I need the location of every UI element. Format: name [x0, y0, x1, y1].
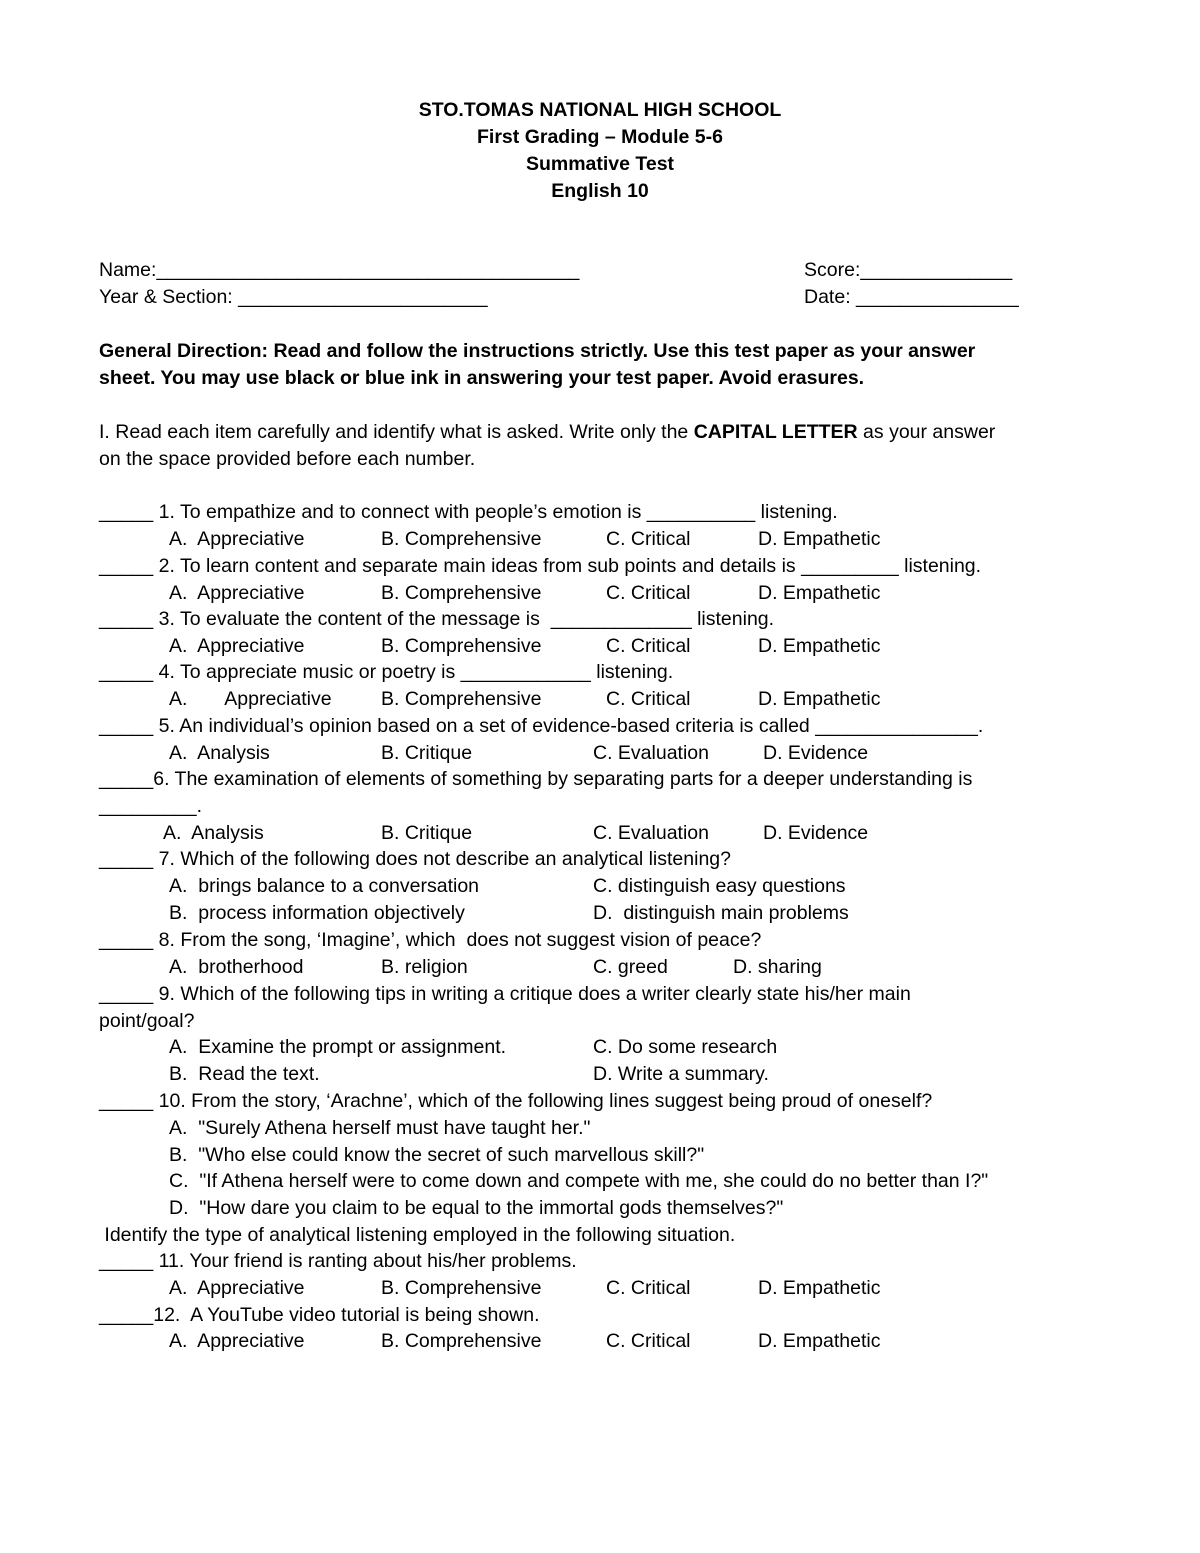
q2-choice-c: C. Critical [606, 582, 691, 604]
name-blank[interactable]: _______________________________________ [156, 259, 580, 281]
q11-choice-d: D. Empathetic [758, 1277, 881, 1299]
q3-choice-b: B. Comprehensive [381, 635, 542, 657]
question-7: _____ 7. Which of the following does not describe an analytical listening? [99, 848, 731, 870]
grading-period: First Grading – Module 5-6 [477, 126, 723, 148]
q3-choice-c: C. Critical [606, 635, 691, 657]
date-label: Date: [804, 286, 851, 308]
q5-choice-c: C. Evaluation [593, 742, 709, 764]
q11-choice-c: C. Critical [606, 1277, 691, 1299]
q3-choice-a: A. Appreciative [169, 635, 305, 657]
name-field[interactable] [99, 259, 579, 281]
capital-letter-emphasis: CAPITAL LETTER [693, 421, 858, 443]
q2-choice-b: B. Comprehensive [381, 582, 542, 604]
q6-choice-a: A. Analysis [163, 822, 264, 844]
date-field[interactable] [804, 286, 1019, 308]
q1-choice-d: D. Empathetic [758, 528, 881, 550]
question-2: _____ 2. To learn content and separate main ideas from sub points and details is _________ listening. [99, 555, 982, 577]
question-6-continued: _________. [99, 795, 203, 817]
question-1: _____ 1. To empathize and to connect with people’s emotion is __________ listening. [99, 501, 838, 523]
general-direction-line-1: General Direction: Read and follow the instructions strictly. Use this test paper as your answer [99, 340, 976, 362]
score-label: Score: [804, 259, 861, 281]
q3-choice-d: D. Empathetic [758, 635, 881, 657]
q4-choice-c: C. Critical [606, 688, 691, 710]
q6-choice-b: B. Critique [381, 822, 473, 844]
q12-choice-d: D. Empathetic [758, 1330, 881, 1352]
q10-choice-b: B. "Who else could know the secret of such marvellous skill?" [169, 1144, 705, 1166]
q8-choice-d: D. sharing [733, 956, 822, 978]
q8-choice-c: C. greed [593, 956, 668, 978]
section-label: Year & Section: [99, 286, 233, 308]
question-5: _____ 5. An individual’s opinion based on a set of evidence-based criteria is called _______________. [99, 715, 984, 737]
q5-choice-a: A. Analysis [169, 742, 270, 764]
identify-instruction: Identify the type of analytical listening employed in the following situation. [99, 1224, 736, 1246]
part1-instruction-text-end: as your answer [857, 421, 996, 443]
q7-choice-c: C. distinguish easy questions [593, 875, 846, 897]
q10-choice-d: D. "How dare you claim to be equal to the immortal gods themselves?" [169, 1197, 784, 1219]
q7-choice-b: B. process information objectively [169, 902, 465, 924]
q12-choice-b: B. Comprehensive [381, 1330, 542, 1352]
score-field[interactable] [804, 259, 1012, 281]
q10-choice-a: A. "Surely Athena herself must have taught her." [169, 1117, 591, 1139]
question-8: _____ 8. From the song, ‘Imagine’, which does not suggest vision of peace? [99, 929, 762, 951]
q4-choice-d: D. Empathetic [758, 688, 881, 710]
q4-choice-b: B. Comprehensive [381, 688, 542, 710]
q5-choice-d: D. Evidence [763, 742, 869, 764]
q9-choice-c: C. Do some research [593, 1036, 778, 1058]
q7-choice-a: A. brings balance to a conversation [169, 875, 480, 897]
question-3: _____ 3. To evaluate the content of the message is _____________ listening. [99, 608, 775, 630]
q8-choice-a: A. brotherhood [169, 956, 304, 978]
date-blank[interactable]: _______________ [856, 286, 1019, 308]
q11-choice-a: A. Appreciative [169, 1277, 305, 1299]
q8-choice-b: B. religion [381, 956, 468, 978]
part1-instruction-text: I. Read each item carefully and identify what is asked. Write only the [99, 421, 694, 443]
q2-choice-d: D. Empathetic [758, 582, 881, 604]
score-blank[interactable]: ______________ [860, 259, 1013, 281]
question-4: _____ 4. To appreciate music or poetry is ____________ listening. [99, 661, 674, 683]
question-10: _____ 10. From the story, ‘Arachne’, which of the following lines suggest being proud of oneself? [99, 1090, 933, 1112]
q6-choice-c: C. Evaluation [593, 822, 709, 844]
q7-choice-d: D. distinguish main problems [593, 902, 849, 924]
q9-choice-a: A. Examine the prompt or assignment. [169, 1036, 507, 1058]
question-11: _____ 11. Your friend is ranting about his/her problems. [99, 1250, 577, 1272]
test-type: Summative Test [525, 153, 675, 175]
q6-choice-d: D. Evidence [763, 822, 869, 844]
part1-instruction-line-2: on the space provided before each number. [99, 448, 476, 470]
part1-instruction-line-1 [99, 421, 995, 443]
q9-choice-b: B. Read the text. [169, 1063, 320, 1085]
subject: English 10 [551, 180, 649, 202]
q1-choice-c: C. Critical [606, 528, 691, 550]
q10-choice-c: C. "If Athena herself were to come down and compete with me, she could do no better than I?" [169, 1170, 989, 1192]
school-name: STO.TOMAS NATIONAL HIGH SCHOOL [418, 99, 782, 121]
question-12: _____12. A YouTube video tutorial is being shown. [99, 1304, 540, 1326]
q1-choice-a: A. Appreciative [169, 528, 305, 550]
q11-choice-b: B. Comprehensive [381, 1277, 542, 1299]
question-6: _____6. The examination of elements of something by separating parts for a deeper understanding is [99, 768, 973, 790]
q1-choice-b: B. Comprehensive [381, 528, 542, 550]
q9-choice-d: D. Write a summary. [593, 1063, 769, 1085]
q4-choice-a: A. Appreciative [169, 688, 332, 710]
q5-choice-b: B. Critique [381, 742, 473, 764]
section-field[interactable] [99, 286, 488, 308]
general-direction-line-2: sheet. You may use black or blue ink in answering your test paper. Avoid erasures. [99, 367, 865, 389]
question-9: _____ 9. Which of the following tips in writing a critique does a writer clearly state his/her main [99, 983, 911, 1005]
section-blank[interactable]: _______________________ [238, 286, 488, 308]
q12-choice-a: A. Appreciative [169, 1330, 305, 1352]
question-9-continued: point/goal? [99, 1010, 195, 1032]
q2-choice-a: A. Appreciative [169, 582, 305, 604]
name-label: Name: [99, 259, 157, 281]
q12-choice-c: C. Critical [606, 1330, 691, 1352]
